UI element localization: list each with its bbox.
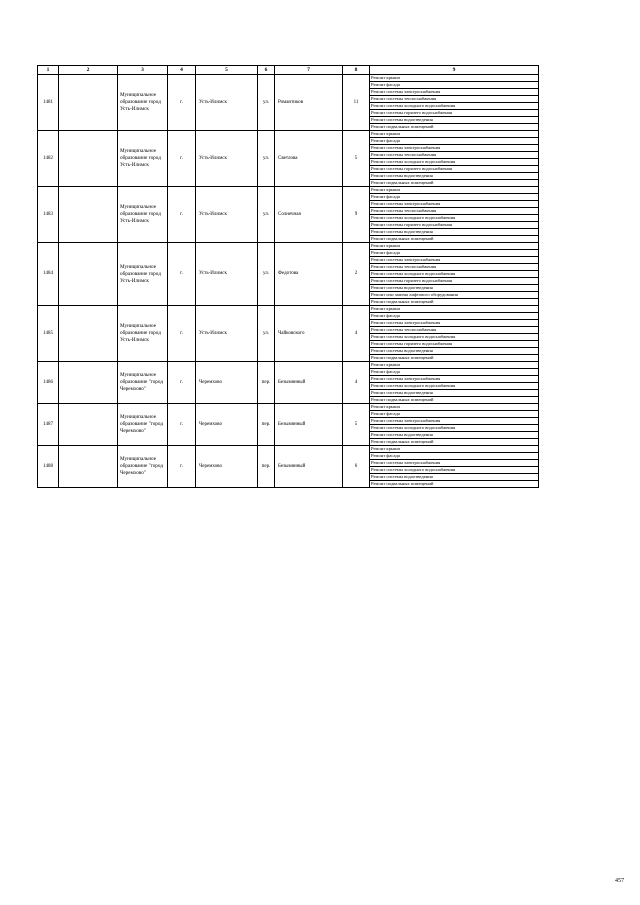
column-2-cell (59, 404, 118, 446)
work-item: Ремонт системы теплоснабжения (370, 152, 538, 159)
work-item: Ремонт подвальных помещений (371, 439, 434, 444)
settlement-name-cell: Усть-Илимск (196, 187, 258, 243)
page-number: 457 (615, 878, 624, 884)
municipality-cell: Муниципальное образование "город Черемхово" (118, 404, 168, 446)
row-number: 1484 (38, 243, 59, 306)
work-item: Ремонт системы водоотведения (370, 348, 538, 355)
house-number-cell: 4 (343, 362, 370, 404)
table-row (38, 187, 539, 243)
street-name-cell: Чайковского (275, 306, 343, 362)
row-number: 1486 (38, 362, 59, 404)
works-cell (370, 243, 539, 306)
row-number: 1485 (38, 306, 59, 362)
work-item: Ремонт фасада (370, 411, 538, 418)
work-item: Ремонт системы теплоснабжения (370, 96, 538, 103)
settlement-name-cell: Черемхово (196, 362, 258, 404)
row-number: 1482 (38, 131, 59, 187)
header-cell: 6 (258, 66, 275, 75)
work-item: Ремонт подвальных помещений (371, 180, 434, 185)
work-item: Ремонт системы горячего водоснабжения (370, 166, 538, 173)
work-item: Ремонт системы водоотведения (370, 117, 538, 124)
work-item: Ремонт системы водоотведения (370, 229, 538, 236)
work-item: Ремонт системы холодного водоснабжения (370, 334, 538, 341)
table-row (38, 306, 539, 362)
table-row (38, 131, 539, 187)
street-type-cell: ул. (258, 75, 275, 131)
work-item: Ремонт системы горячего водоснабжения (370, 341, 538, 348)
work-item: Ремонт подвальных помещений (371, 124, 434, 129)
header-cell: 2 (59, 66, 118, 75)
street-name-cell: Безымянный (275, 404, 343, 446)
municipality-cell: Муниципальное образование город Усть-Илимск (118, 187, 168, 243)
work-item: Ремонт системы электроснабжения (370, 201, 538, 208)
municipality-cell: Муниципальное образование город Усть-Илимск (118, 131, 168, 187)
street-name-cell: Безымянный (275, 446, 343, 488)
house-number-cell: 5 (343, 404, 370, 446)
municipality-cell: Муниципальное образование город Усть-Илимск (118, 243, 168, 306)
work-item: Ремонт системы горячего водоснабжения (370, 222, 538, 229)
work-item: Ремонт или замена лифтового оборудования (370, 292, 538, 299)
work-item: Ремонт системы электроснабжения (370, 376, 538, 383)
work-item: Ремонт системы теплоснабжения (370, 208, 538, 215)
settlement-type-cell: г. (168, 187, 196, 243)
street-type-cell: ул. (258, 131, 275, 187)
settlement-name-cell: Усть-Илимск (196, 243, 258, 306)
work-item: Ремонт подвальных помещений (371, 355, 434, 360)
municipality-cell: Муниципальное образование "город Черемхово" (118, 362, 168, 404)
column-2-cell (59, 187, 118, 243)
work-item: Ремонт системы холодного водоснабжения (370, 383, 538, 390)
work-item: Ремонт системы холодного водоснабжения (370, 271, 538, 278)
work-item: Ремонт крыши (370, 243, 538, 250)
column-2-cell (59, 243, 118, 306)
settlement-type-cell: г. (168, 446, 196, 488)
table-row (38, 446, 539, 488)
table-header-row (38, 66, 539, 75)
house-number-cell: 6 (343, 446, 370, 488)
settlement-type-cell: г. (168, 131, 196, 187)
work-item: Ремонт системы электроснабжения (370, 320, 538, 327)
work-item: Ремонт фасада (370, 194, 538, 201)
work-item: Ремонт фасада (370, 369, 538, 376)
work-item: Ремонт подвальных помещений (371, 397, 434, 402)
street-type-cell: ул. (258, 243, 275, 306)
municipality-cell: Муниципальное образование "город Черемхово" (118, 446, 168, 488)
street-type-cell: ул. (258, 306, 275, 362)
work-item: Ремонт системы электроснабжения (370, 145, 538, 152)
settlement-type-cell: г. (168, 404, 196, 446)
work-item: Ремонт системы холодного водоснабжения (370, 159, 538, 166)
column-2-cell (59, 75, 118, 131)
works-cell (370, 131, 539, 187)
header-cell: 8 (343, 66, 370, 75)
work-item: Ремонт крыши (370, 306, 538, 313)
repair-program-table (37, 65, 539, 488)
work-item: Ремонт подвальных помещений (371, 236, 434, 241)
work-item: Ремонт фасада (370, 250, 538, 257)
settlement-type-cell: г. (168, 362, 196, 404)
street-type-cell: пер. (258, 404, 275, 446)
work-item: Ремонт крыши (370, 404, 538, 411)
column-2-cell (59, 362, 118, 404)
column-2-cell (59, 131, 118, 187)
row-number: 1483 (38, 187, 59, 243)
house-number-cell: 4 (343, 306, 370, 362)
works-cell (370, 187, 539, 243)
work-item: Ремонт системы водоотведения (370, 432, 538, 439)
street-name-cell: Солнечная (275, 187, 343, 243)
header-cell: 5 (196, 66, 258, 75)
settlement-name-cell: Усть-Илимск (196, 131, 258, 187)
settlement-type-cell: г. (168, 243, 196, 306)
work-item: Ремонт системы электроснабжения (370, 460, 538, 467)
works-cell (370, 446, 539, 488)
work-item: Ремонт системы горячего водоснабжения (370, 278, 538, 285)
work-item: Ремонт системы водоотведения (370, 173, 538, 180)
work-item: Ремонт системы холодного водоснабжения (370, 103, 538, 110)
settlement-type-cell: г. (168, 306, 196, 362)
work-item: Ремонт системы водоотведения (370, 390, 538, 397)
house-number-cell: 5 (343, 131, 370, 187)
row-number: 1488 (38, 446, 59, 488)
work-item: Ремонт фасада (370, 313, 538, 320)
header-cell: 7 (275, 66, 343, 75)
work-item: Ремонт системы теплоснабжения (370, 264, 538, 271)
work-item: Ремонт системы водоотведения (370, 474, 538, 481)
house-number-cell: 11 (343, 75, 370, 131)
house-number-cell: 2 (343, 243, 370, 306)
work-item: Ремонт крыши (370, 362, 538, 369)
street-name-cell: Романтиков (275, 75, 343, 131)
works-cell (370, 75, 539, 131)
work-item: Ремонт подвальных помещений (371, 299, 434, 304)
work-item: Ремонт фасада (370, 82, 538, 89)
header-cell: 3 (118, 66, 168, 75)
row-number: 1481 (38, 75, 59, 131)
work-item: Ремонт крыши (370, 75, 538, 82)
works-cell (370, 306, 539, 362)
settlement-name-cell: Черемхово (196, 446, 258, 488)
table-row (38, 75, 539, 131)
header-cell: 9 (370, 66, 539, 75)
header-cell: 1 (38, 66, 59, 75)
settlement-name-cell: Черемхово (196, 404, 258, 446)
work-item: Ремонт системы водоотведения (370, 285, 538, 292)
row-number: 1487 (38, 404, 59, 446)
work-item: Ремонт фасада (370, 453, 538, 460)
column-2-cell (59, 306, 118, 362)
street-name-cell: Светлова (275, 131, 343, 187)
street-name-cell: Безымянный (275, 362, 343, 404)
work-item: Ремонт крыши (370, 187, 538, 194)
municipality-cell: Муниципальное образование город Усть-Илимск (118, 306, 168, 362)
street-type-cell: пер. (258, 446, 275, 488)
works-cell (370, 404, 539, 446)
work-item: Ремонт системы холодного водоснабжения (370, 215, 538, 222)
work-item: Ремонт системы электроснабжения (370, 418, 538, 425)
table-row (38, 362, 539, 404)
settlement-name-cell: Усть-Илимск (196, 306, 258, 362)
work-item: Ремонт системы горячего водоснабжения (370, 110, 538, 117)
settlement-name-cell: Усть-Илимск (196, 75, 258, 131)
header-cell: 4 (168, 66, 196, 75)
street-name-cell: Федотова (275, 243, 343, 306)
work-item: Ремонт крыши (370, 446, 538, 453)
work-item: Ремонт крыши (370, 131, 538, 138)
table-row (38, 243, 539, 306)
table-row (38, 404, 539, 446)
work-item: Ремонт системы теплоснабжения (370, 327, 538, 334)
work-item: Ремонт системы электроснабжения (370, 257, 538, 264)
street-type-cell: пер. (258, 362, 275, 404)
work-item: Ремонт фасада (370, 138, 538, 145)
work-item: Ремонт системы холодного водоснабжения (370, 467, 538, 474)
work-item: Ремонт подвальных помещений (371, 481, 434, 486)
work-item: Ремонт системы холодного водоснабжения (370, 425, 538, 432)
settlement-type-cell: г. (168, 75, 196, 131)
table-body (38, 75, 539, 488)
house-number-cell: 9 (343, 187, 370, 243)
work-item: Ремонт системы электроснабжения (370, 89, 538, 96)
works-cell (370, 362, 539, 404)
column-2-cell (59, 446, 118, 488)
municipality-cell: Муниципальное образование город Усть-Илимск (118, 75, 168, 131)
street-type-cell: ул. (258, 187, 275, 243)
